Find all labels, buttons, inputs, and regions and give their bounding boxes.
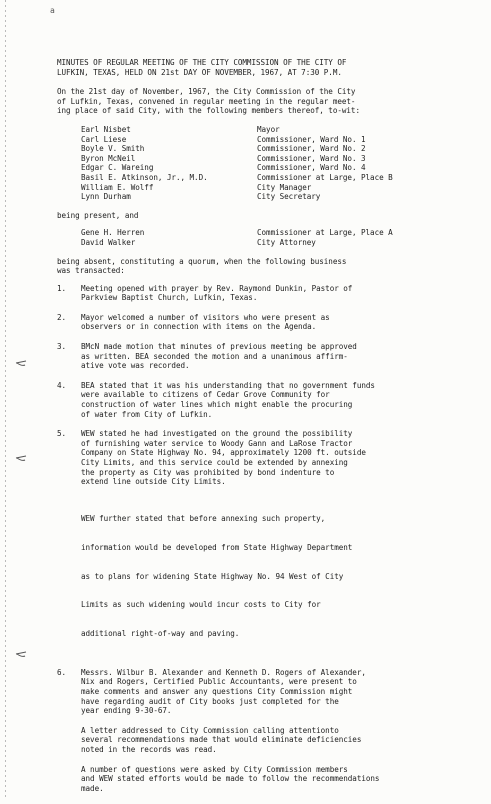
agenda-item — [57, 313, 467, 332]
member-name: Carl Liese — [81, 134, 127, 144]
intro-line: of Lufkin, Texas, convened in regular meeting in the regular meet- — [57, 96, 356, 106]
member-row — [81, 183, 467, 193]
member-name: William E. Wolff — [81, 182, 154, 192]
member-name: Byron McNeil — [81, 153, 136, 163]
item-line: observers or in connection with items on the Agenda. — [81, 322, 317, 332]
present-and-text — [57, 211, 467, 221]
item-line: additional right-of-way and paving. — [81, 629, 240, 639]
agenda-item — [57, 284, 467, 303]
item-line: Meeting opened with prayer by Rev. Raymond Dunkin, Pastor of — [81, 283, 353, 293]
paragraph-line: and WEW stated efforts would be made to follow the recommendations — [81, 774, 380, 784]
item-number: 6. — [57, 667, 67, 677]
questions-paragraph — [81, 765, 467, 794]
item-line: City Limits, and this service could be extended by annexing — [81, 458, 348, 467]
member-role: Commissioner, Ward No. 4 — [257, 163, 366, 173]
check-mark-icon — [14, 647, 28, 661]
item-number: 4. — [57, 380, 67, 390]
paragraph-line: noted in the records was read. — [81, 745, 217, 755]
member-row — [81, 144, 467, 154]
member-row — [81, 125, 467, 135]
item-line: information would be developed from State Highway Department — [81, 542, 353, 552]
member-name: Basil E. Atkinson, Jr., M.D. — [81, 172, 208, 182]
paragraph-line: A letter addressed to City Commission calling attentionto — [81, 725, 339, 735]
member-name: Edgar C. Wareing — [81, 163, 154, 173]
paragraph-line: made. — [81, 783, 104, 793]
agenda-item — [57, 342, 467, 371]
intro-line: On the 21st day of November, 1967, the City Commission of the City — [57, 87, 356, 97]
check-mark-icon — [14, 451, 28, 465]
member-role: Commissioner at Large, Place B — [257, 172, 393, 182]
item-line: as to plans for widening State Highway No. 94 West of City — [81, 571, 344, 581]
agenda-item — [57, 381, 467, 419]
check-mark-icon — [14, 356, 28, 370]
item-line: of furnishing water service to Woody Gann and LaRose Tractor — [81, 438, 353, 448]
member-role: Mayor — [257, 124, 280, 134]
quorum-line: being absent, constituting a quorum, when the following business — [57, 256, 347, 266]
member-name: Boyle V. Smith — [81, 144, 145, 154]
title-line: MINUTES OF REGULAR MEETING OF THE CITY COMMISSION OF THE CITY OF — [57, 58, 347, 67]
item-number: 3. — [57, 342, 67, 352]
member-row — [81, 238, 467, 248]
member-name: Lynn Durham — [81, 192, 131, 202]
binding-edge — [4, 0, 7, 800]
quorum-paragraph — [57, 257, 467, 276]
member-role: Commissioner at Large, Place A — [257, 228, 393, 238]
member-role: Commissioner, Ward No. 3 — [257, 153, 366, 163]
item-sub-paragraph — [81, 495, 366, 658]
member-row — [81, 163, 467, 173]
intro-paragraph — [57, 87, 467, 116]
item-line: Company on State Highway No. 94, approximately 1200 ft. outside — [81, 448, 366, 458]
item-line: extend line outside City Limits. — [81, 477, 226, 487]
member-name: Earl Nisbet — [81, 124, 131, 134]
quorum-line: was transacted: — [57, 266, 125, 276]
item-line: have regarding audit of City books just completed for the — [81, 696, 339, 706]
paragraph-line: several recommendations made that would eliminate deficiencies — [81, 735, 362, 745]
intro-line: ing place of said City, with the following members thereof, to-wit: — [57, 106, 360, 116]
letter-paragraph — [81, 726, 467, 755]
agenda-items — [57, 284, 467, 716]
item-line: Parkview Baptist Church, Lufkin, Texas. — [81, 293, 258, 303]
item-line: Limits as such widening would incur costs to City for — [81, 600, 321, 610]
item-line: WEW stated he had investigated on the ground the possibility — [81, 429, 353, 439]
item-body — [81, 313, 330, 332]
members-absent-list — [81, 228, 467, 247]
title-line: LUFKIN, TEXAS, HELD ON 21st DAY OF NOVEMBER, 1967, AT 7:30 P.M. — [57, 67, 342, 77]
page-title — [57, 58, 467, 77]
item-line: the property as City was prohibited by bond indenture to — [81, 467, 335, 477]
member-row — [81, 192, 467, 202]
member-row — [81, 154, 467, 164]
item-number: 5. — [57, 429, 67, 439]
member-name: Gene H. Herren — [81, 228, 145, 238]
item-number: 2. — [57, 312, 67, 322]
member-row — [81, 228, 467, 238]
corner-mark: a — [50, 6, 55, 15]
present-and-line: being present, and — [57, 210, 139, 220]
item-line: BMcN made motion that minutes of previous meeting be approved — [81, 342, 357, 352]
item-body — [81, 284, 352, 303]
member-role: Commissioner, Ward No. 2 — [257, 144, 366, 154]
item-number: 1. — [57, 283, 67, 293]
item-line: construction of water lines which might enable the procuring — [81, 400, 353, 410]
item-line: Mayor welcomed a number of visitors who were present as — [81, 312, 330, 322]
members-present-list — [81, 125, 467, 202]
paragraph-line: A number of questions were asked by City Commission members — [81, 764, 348, 774]
item-line: ative vote was recorded. — [81, 361, 190, 371]
item-body — [81, 429, 366, 658]
item-line: were available to citizens of Cedar Grove Community for — [81, 390, 330, 400]
member-role: City Secretary — [257, 192, 321, 202]
member-row — [81, 173, 467, 183]
member-role: City Manager — [257, 182, 312, 192]
item-line: Messrs. Wilbur B. Alexander and Kenneth D. Rogers of Alexander, — [81, 667, 366, 677]
item-line: as written. BEA seconded the motion and a unanimous affirm- — [81, 351, 348, 361]
minutes-document — [57, 58, 467, 803]
item-line: Nix and Rogers, Certified Public Accountants, were present to — [81, 677, 357, 687]
item-line: of water from City of Lufkin. — [81, 409, 213, 419]
member-name: David Walker — [81, 237, 136, 247]
item-line: year ending 9-30-67. — [81, 706, 172, 716]
item-body — [81, 381, 375, 419]
agenda-item — [57, 429, 467, 658]
member-role: Commissioner, Ward No. 1 — [257, 134, 366, 144]
member-role: City Attorney — [257, 237, 316, 247]
agenda-item — [57, 668, 467, 716]
item-body — [81, 668, 366, 716]
item-line: make comments and answer any questions City Commission might — [81, 687, 353, 697]
item-line: WEW further stated that before annexing such property, — [81, 513, 326, 523]
item-body — [81, 342, 357, 371]
member-row — [81, 135, 467, 145]
item-line: BEA stated that it was his understanding that no government funds — [81, 380, 375, 390]
